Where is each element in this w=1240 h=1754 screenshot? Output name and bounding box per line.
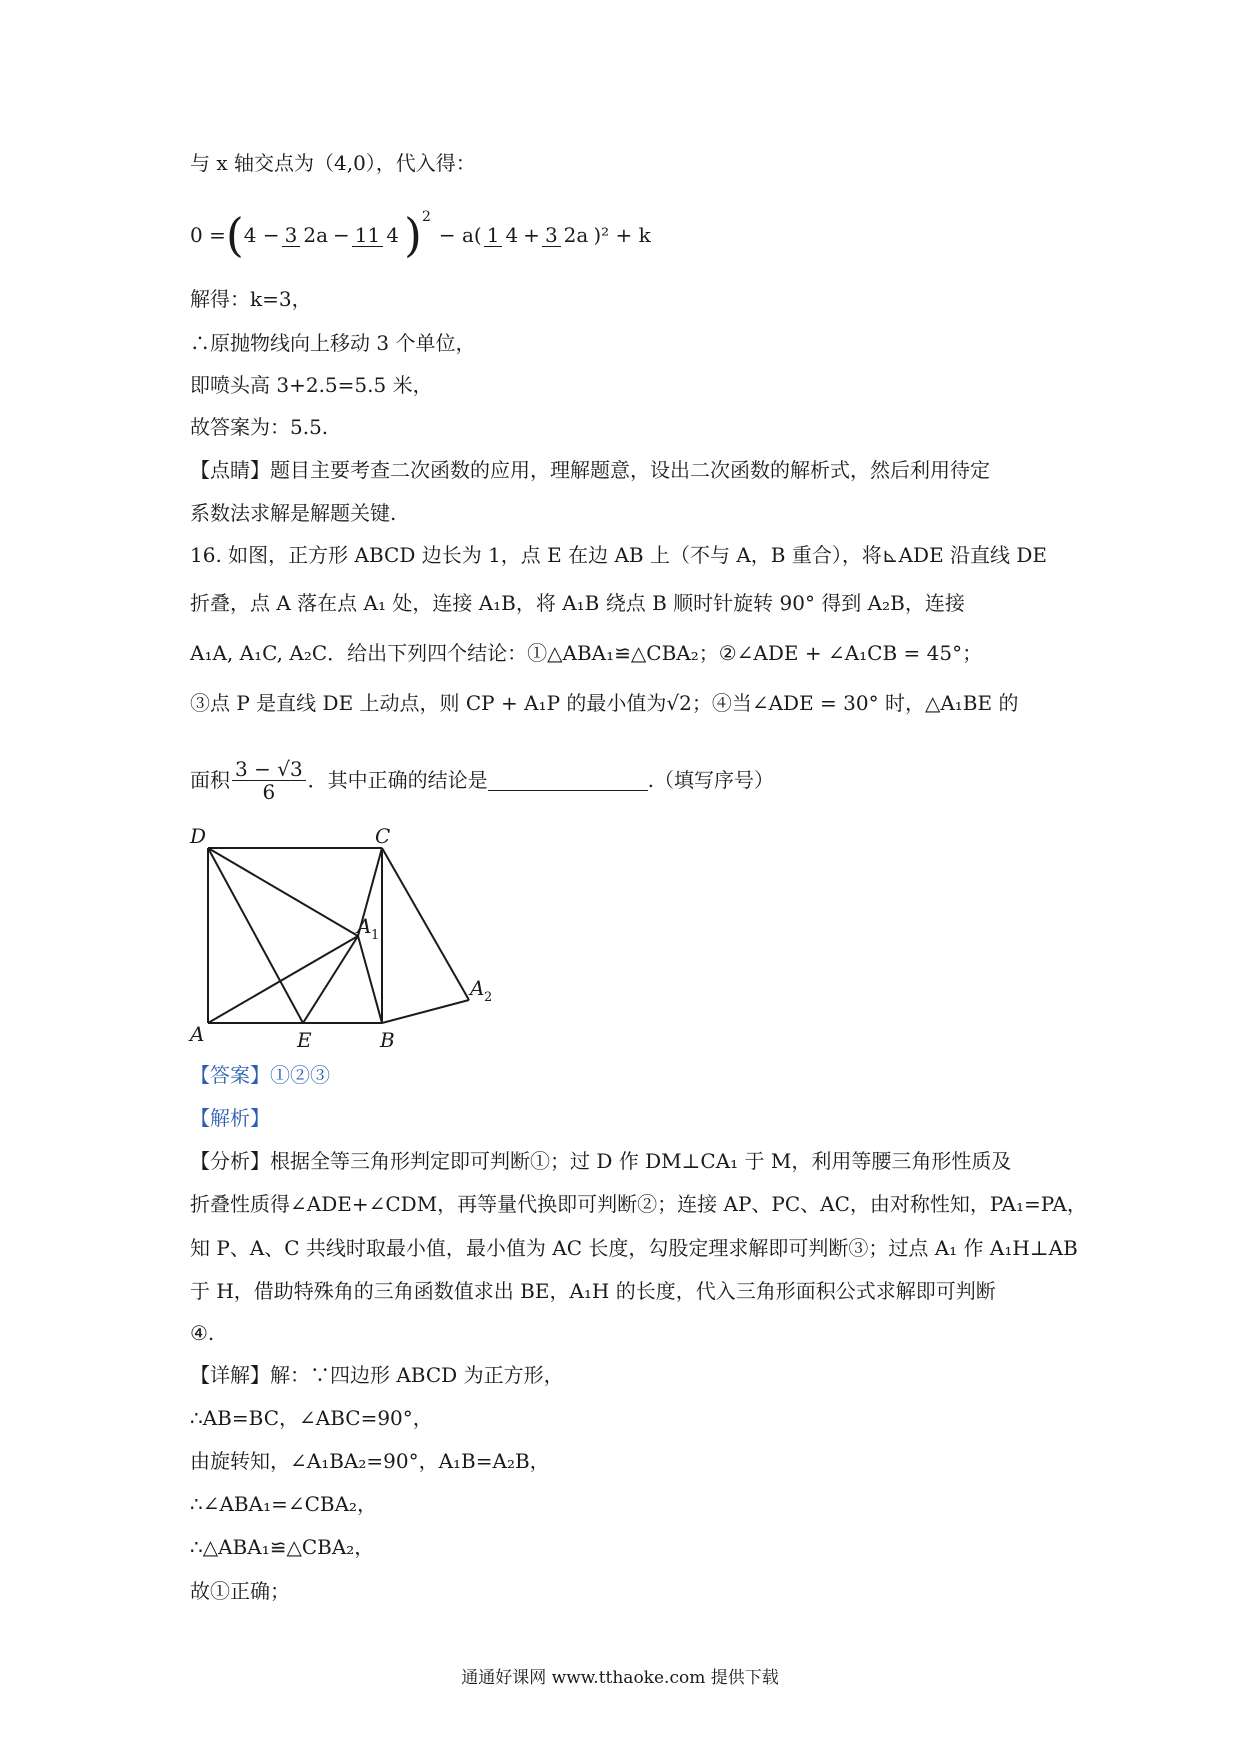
detail-line-1: 【详解】解：∵四边形 ABCD 为正方形， bbox=[190, 1363, 564, 1387]
label-A1: A bbox=[357, 914, 372, 938]
question-16-line-3: A₁A, A₁C, A₂C．给出下列四个结论：①△ABA₁≌△CBA₂；②∠ADE + ∠A₁CB = 45°； bbox=[190, 641, 983, 665]
fill-instruction: .（填写序号） bbox=[647, 768, 775, 792]
line-intersection: 与 x 轴交点为（4,0），代入得： bbox=[190, 151, 476, 175]
eq-frac-1: 3 2a bbox=[282, 224, 331, 247]
line-height: 即喷头高 3+2.5=5.5 米， bbox=[190, 373, 433, 397]
eq-frac-2: 11 4 bbox=[352, 224, 402, 247]
line-answer-prev: 故答案为：5.5. bbox=[190, 415, 329, 439]
eq-lhs: 0 = bbox=[190, 223, 226, 247]
area-fraction: $\frac{3 - √3}{6}$ bbox=[232, 758, 306, 803]
line-shift: ∴原抛物线向上移动 3 个单位， bbox=[190, 331, 476, 355]
eq-paren-open: ( bbox=[225, 208, 244, 262]
label-A1-sub: 1 bbox=[371, 928, 380, 943]
eq-frac-4: 3 2a bbox=[542, 224, 591, 247]
detail-line-5: ∴△ABA₁≌△CBA₂， bbox=[190, 1535, 375, 1559]
detail-line-3: 由旋转知，∠A₁BA₂=90°，A₁B=A₂B， bbox=[190, 1449, 550, 1473]
eq-term1: 4 − bbox=[243, 223, 280, 247]
edge-CA2 bbox=[382, 848, 469, 1000]
eq-mid: − a( bbox=[438, 223, 482, 247]
label-B: B bbox=[380, 1028, 395, 1050]
geometry-figure bbox=[185, 825, 505, 1050]
analysis-line-2: 折叠性质得∠ADE+∠CDM，再等量代换即可判断②；连接 AP、PC、AC，由对称性知，PA₁=PA， bbox=[190, 1192, 1087, 1216]
label-A2: A bbox=[470, 976, 485, 1000]
analysis-line-4: 于 H，借助特殊角的三角函数值求出 BE，A₁H 的长度，代入三角形面积公式求解即可判断 bbox=[190, 1279, 996, 1303]
analysis-label: 【解析】 bbox=[190, 1106, 270, 1130]
equation bbox=[190, 200, 651, 270]
eq-frac-3: 1 4 bbox=[484, 224, 521, 247]
answer-blank[interactable] bbox=[488, 770, 648, 791]
question-16-line-4: ③点 P 是直线 DE 上动点，则 CP + A₁P 的最小值为√2；④当∠ADE = 30° 时，△A₁BE 的 bbox=[190, 691, 1019, 715]
question-16-line-1: 16. 如图，正方形 ABCD 边长为 1，点 E 在边 AB 上（不与 A，B 重合），将⊾ADE 沿直线 DE bbox=[190, 543, 1048, 567]
edge-AA1 bbox=[208, 936, 358, 1023]
label-A: A bbox=[190, 1022, 205, 1046]
edge-BA2 bbox=[382, 1000, 469, 1023]
question-16-line-5 bbox=[190, 752, 774, 808]
eq-tail: )² + k bbox=[593, 223, 651, 247]
analysis-line-5: ④. bbox=[190, 1321, 215, 1345]
label-C: C bbox=[375, 825, 391, 848]
eq-minus: − bbox=[333, 223, 350, 247]
analysis-line-1: 【分析】根据全等三角形判定即可判断①；过 D 作 DM⊥CA₁ 于 M，利用等腰三角形性质及 bbox=[190, 1149, 1012, 1173]
conclusion-prompt: ．其中正确的结论是 bbox=[307, 768, 488, 792]
label-E: E bbox=[297, 1028, 312, 1050]
question-16-line-2: 折叠，点 A 落在点 A₁ 处，连接 A₁B，将 A₁B 绕点 B 顺时针旋转 90° 得到 A₂B，连接 bbox=[190, 591, 965, 615]
edge-DE bbox=[208, 848, 303, 1023]
label-D: D bbox=[190, 825, 207, 848]
line-note-1: 【点睛】题目主要考查二次函数的应用，理解题意，设出二次函数的解析式，然后利用待定 bbox=[190, 458, 990, 482]
area-label: 面积 bbox=[190, 768, 230, 792]
edge-DA1 bbox=[208, 848, 358, 936]
edge-A1B bbox=[358, 936, 382, 1023]
label-A2-sub: 2 bbox=[484, 990, 493, 1005]
answer-line: 【答案】①②③ bbox=[190, 1063, 330, 1087]
detail-line-2: ∴AB=BC，∠ABC=90°， bbox=[190, 1406, 433, 1430]
edge-EA1 bbox=[303, 936, 358, 1023]
line-note-2: 系数法求解是解题关键. bbox=[190, 501, 397, 525]
eq-square: 2 bbox=[421, 209, 431, 225]
detail-line-6: 故①正确； bbox=[190, 1579, 290, 1603]
page-footer: 通通好课网 www.tthaoke.com 提供下载 bbox=[461, 1668, 779, 1688]
detail-line-4: ∴∠ABA₁=∠CBA₂， bbox=[190, 1492, 378, 1516]
line-solve: 解得：k=3， bbox=[190, 287, 312, 311]
eq-paren-close: ) bbox=[403, 208, 422, 262]
analysis-line-3: 知 P、A、C 共线时取最小值，最小值为 AC 长度，勾股定理求解即可判断③；过点 A₁ 作 A₁H⊥AB bbox=[190, 1236, 1078, 1260]
eq-plus: + bbox=[523, 223, 540, 247]
